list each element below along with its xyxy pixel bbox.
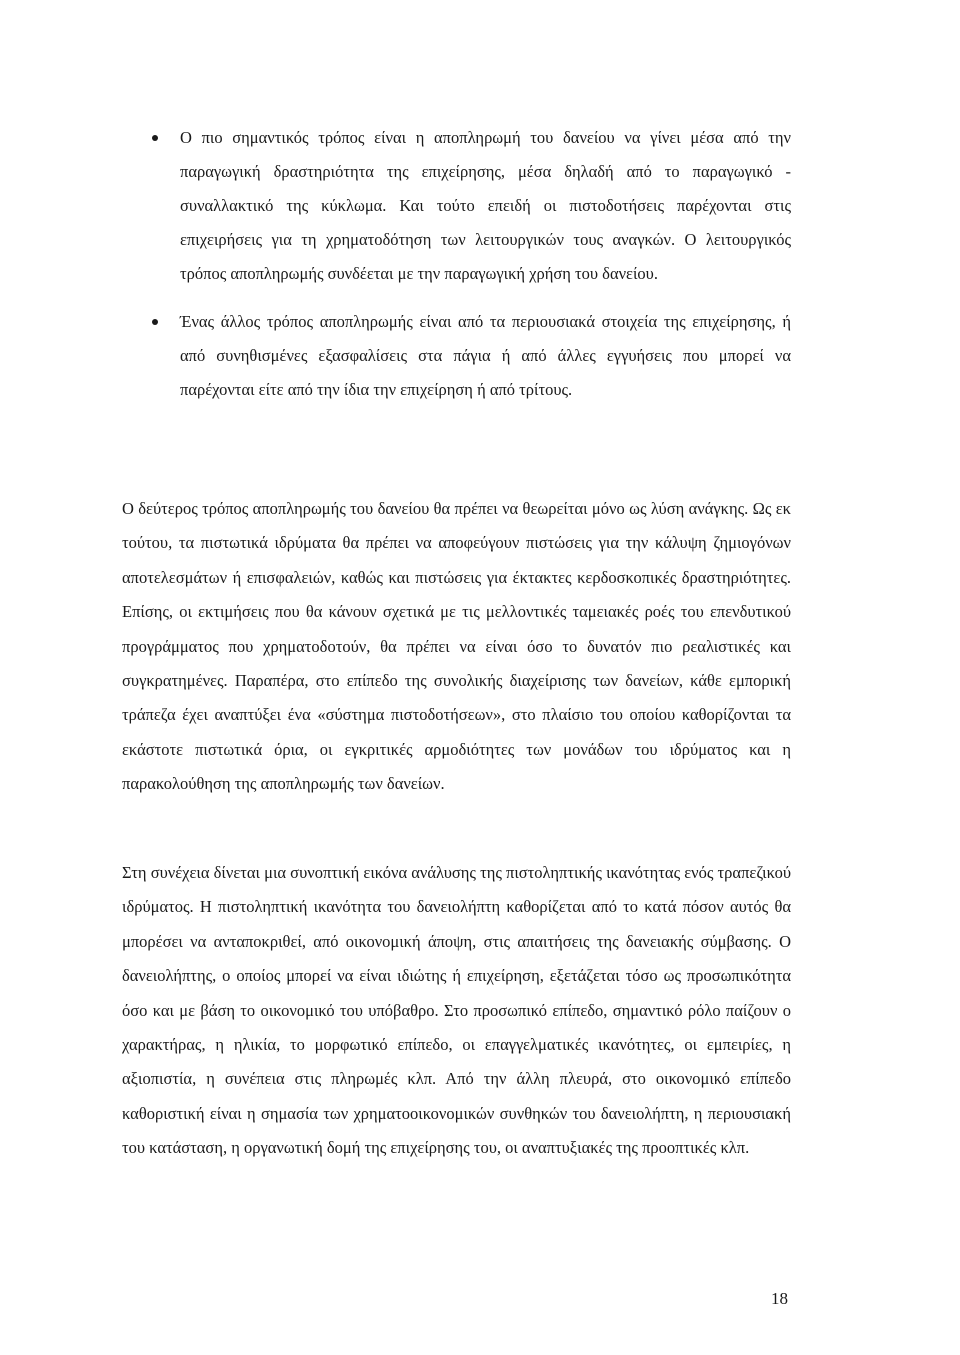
bullet-item (122, 121, 791, 291)
bullet-list (122, 121, 791, 407)
bullet-item (122, 305, 791, 407)
body-paragraph: Ο δεύτερος τρόπος αποπληρωμής του δανείου θα πρέπει να θεωρείται μόνο ως λύση ανάγκης. Ως εκ τούτου, τα πιστωτικά ιδρύματα θα πρέπει να αποφεύγουν πιστώσεις για την κάλυψη ζημιογόνων αποτελεσμάτων ή επισφαλειών, καθώς και πιστώσεις για έκτακτες κερδοσκοπικές δραστηριότητες. Επίσης, οι εκτιμήσεις που θα κάνουν σχετικά με τις μελλοντικές ταμειακές ροές του επενδυτικού προγράμματος που χρηματοδοτούν, θα πρέπει να είναι όσο το δυνατόν πιο ρεαλιστικές και συγκρατημένες. Παραπέρα, στο επίπεδο της συνολικής διαχείρισης των δανείων, κάθε εμπορική τράπεζα έχει αναπτύξει ένα «σύστημα πιστοδοτήσεων», στο πλαίσιο του οποίου καθορίζονται τα εκάστοτε πιστωτικά όρια, οι εγκριτικές αρμοδιότητες των μονάδων του ιδρύματος και η παρακολούθηση της αποπληρωμής των δανείων. (122, 499, 791, 794)
bullet-text: Ο πιο σημαντικός τρόπος είναι η αποπληρωμή του δανείου να γίνει μέσα από την παραγωγική δραστηριότητα της επιχείρησης, μέσα δηλαδή από το παραγωγικό - συναλλακτικό της κύκλωμα. Και τούτο επειδή οι πιστοδοτήσεις παρέχονται στις επιχειρήσεις για τη χρηματοδότηση των λειτουργικών τους αναγκών. Ο λειτουργικός τρόπος αποπληρωμής συνδέεται με την παραγωγική χρήση του δανείου. (180, 128, 791, 283)
bullet-dot-icon (152, 319, 158, 325)
body-paragraph: Στη συνέχεια δίνεται μια συνοπτική εικόνα ανάλυσης της πιστοληπτικής ικανότητας ενός τραπεζικού ιδρύματος. Η πιστοληπτική ικανότητα του δανειολήπτη καθορίζεται από το κατά πόσον αυτός θα μπορέσει να ανταποκριθεί, από οικονομική άποψη, στις απαιτήσεις της δανειακής σύμβασης. Ο δανειολήπτης, ο οποίος μπορεί να είναι ιδιώτης ή επιχείρηση, εξετάζεται τόσο ως προσωπικότητα όσο και με βάση το οικονομικό του υπόβαθρο. Στο προσωπικό επίπεδο, σημαντικό ρόλο παίζουν ο χαρακτήρας, η ηλικία, το μορφωτικό επίπεδο, οι επαγγελματικές ικανότητες, οι εμπειρίες, η αξιοπιστία, η συνέπεια στις πληρωμές κλπ. Από την άλλη πλευρά, στο οικονομικό επίπεδο καθοριστική είναι η σημασία των χρηματοοικονομικών συνθηκών του δανειολήπτη, η περιουσιακή του κατάσταση, η οργανωτική δομή της επιχείρησης του, οι αναπτυξιακές της προοπτικές κλπ. (122, 863, 791, 1158)
bullet-text: Ένας άλλος τρόπος αποπληρωμής είναι από τα περιουσιακά στοιχεία της επιχείρησης, ή από συνηθισμένες εξασφαλίσεις στα πάγια ή από άλλες εγγυήσεις που μπορεί να παρέχονται είτε από την ίδια την επιχείρηση ή από τρίτους. (180, 312, 791, 399)
bullet-dot-icon (152, 135, 158, 141)
page-number: 18 (771, 1289, 788, 1308)
